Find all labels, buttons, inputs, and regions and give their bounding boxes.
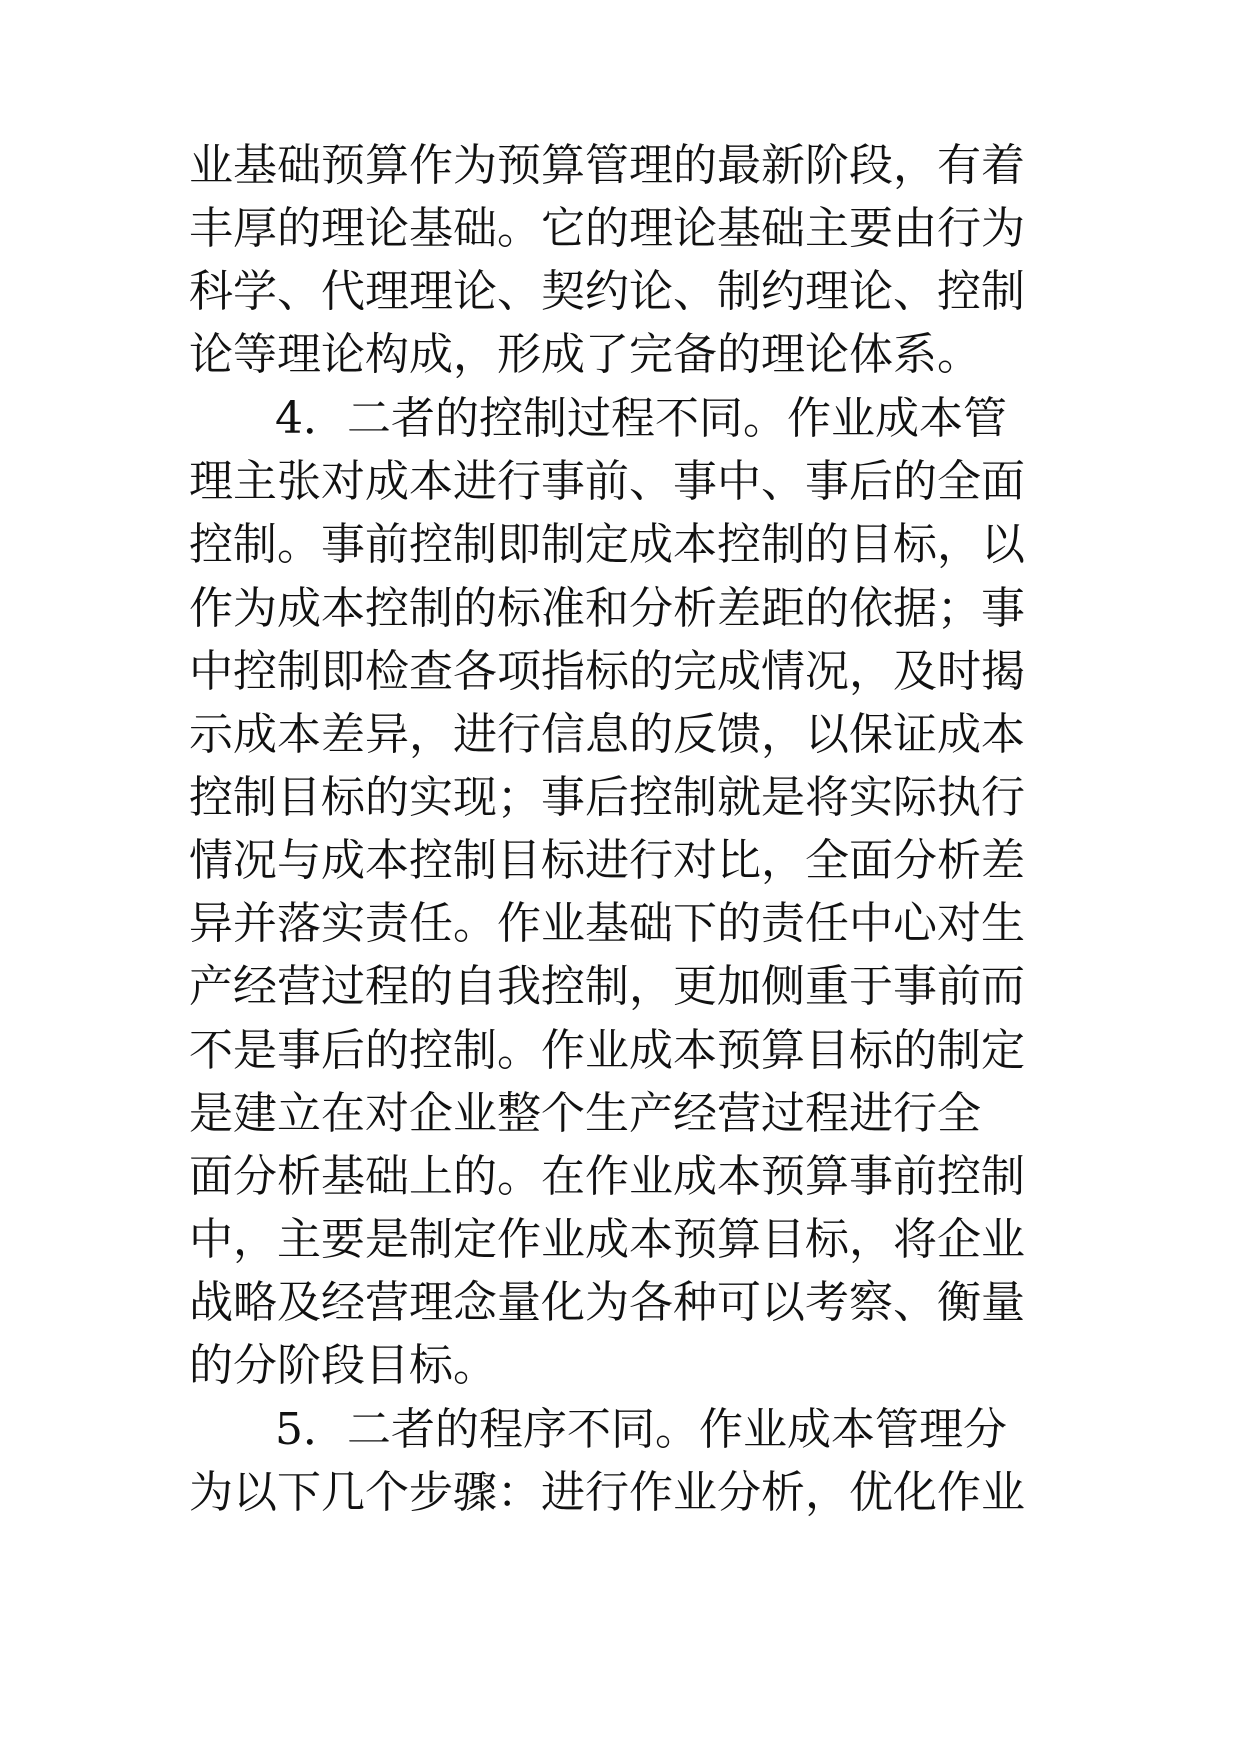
text-line-4: 论等理论构成，形成了完备的理论体系。	[189, 329, 981, 380]
text-line-12: 情况与成本控制目标进行对比，全面分析差	[189, 835, 1025, 886]
text-line-20: 的分阶段目标。	[189, 1340, 497, 1391]
text-line-21-paragraph-5-start: 5．二者的程序不同。作业成本管理分	[275, 1404, 1007, 1455]
text-line-6: 理主张对成本进行事前、事中、事后的全面	[189, 456, 1025, 507]
text-line-19: 战略及经营理念量化为各种可以考察、衡量	[189, 1277, 1025, 1328]
text-line-14: 产经营过程的自我控制，更加侧重于事前而	[189, 961, 1025, 1012]
text-line-3: 科学、代理理论、契约论、制约理论、控制	[189, 266, 1025, 317]
text-line-5-paragraph-4-start: 4．二者的控制过程不同。作业成本管	[275, 393, 1007, 444]
text-line-1: 业基础预算作为预算管理的最新阶段，有着	[189, 140, 1025, 191]
text-line-11: 控制目标的实现；事后控制就是将实际执行	[189, 772, 1025, 823]
text-line-10: 示成本差异，进行信息的反馈，以保证成本	[189, 709, 1025, 760]
text-line-8: 作为成本控制的标准和分析差距的依据；事	[189, 583, 1025, 634]
text-line-13: 异并落实责任。作业基础下的责任中心对生	[189, 898, 1025, 949]
text-line-9: 中控制即检查各项指标的完成情况，及时揭	[189, 646, 1025, 697]
text-line-17: 面分析基础上的。在作业成本预算事前控制	[189, 1151, 1025, 1202]
text-line-15: 不是事后的控制。作业成本预算目标的制定	[189, 1025, 1025, 1076]
text-line-2: 丰厚的理论基础。它的理论基础主要由行为	[189, 203, 1025, 254]
text-line-7: 控制。事前控制即制定成本控制的目标，以	[189, 519, 1025, 570]
text-line-22: 为以下几个步骤：进行作业分析，优化作业	[189, 1467, 1025, 1518]
text-line-16: 是建立在对企业整个生产经营过程进行全	[189, 1088, 981, 1139]
text-line-18: 中，主要是制定作业成本预算目标，将企业	[189, 1214, 1025, 1265]
